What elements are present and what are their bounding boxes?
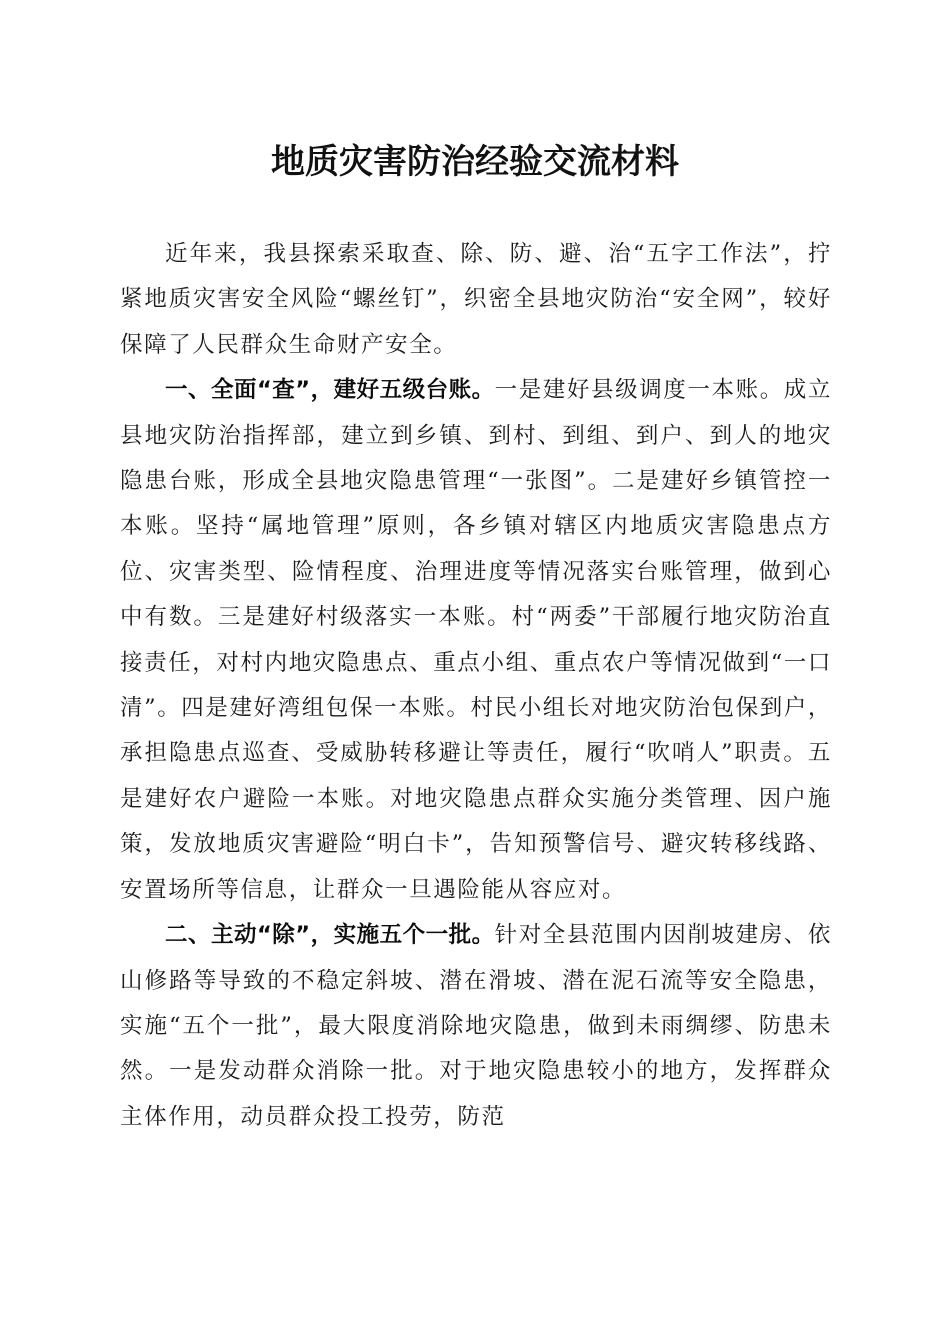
document-title: 地质灾害防治经验交流材料	[271, 142, 679, 182]
section-1-body: 一是建好县级调度一本账。成立县地灾防治指挥部，建立到乡镇、到村、到组、到户、到人的地灾隐患台账，形成全县地灾隐患管理“一张图”。二是建好乡镇管控一本账。坚持“属地管理”原则，各乡镇对辖区内地质灾害隐患点方位、灾害类型、险情程度、治理进度等情况落实台账管理，做到心中有数。三是建好村级落实一本账。村“两委”干部履行地灾防治直接责任，对村内地灾隐患点、重点小组、重点农户等情况做到“一口清”。四是建好湾组包保一本账。村民小组长对地灾防治包保到户，承担隐患点巡查、受威胁转移避让等责任，履行“吹哨人”职责。五是建好农户避险一本账。对地灾隐患点群众实施分类管理、因户施策，发放地质灾害避险“明白卡”，告知预警信号、避灾转移线路、安置场所等信息，让群众一旦遇险能从容应对。	[120, 377, 833, 903]
section-2-body: 针对全县范围内因削坡建房、依山修路等导致的不稳定斜坡、潜在滑坡、潜在泥石流等安全隐患，实施“五个一批”，最大限度消除地灾隐患，做到未雨绸缪、防患未然。一是发动群众消除一批。对于地灾隐患较小的地方，发挥群众主体作用，动员群众投工投劳，防范	[120, 922, 833, 1130]
intro-paragraph: 近年来，我县探索采取查、除、防、避、治“五字工作法”，拧紧地质灾害安全风险“螺丝钉”，织密全县地灾防治“安全网”，较好保障了人民群众生命财产安全。	[120, 241, 832, 358]
section-1-heading: 一、全面“查”，建好五级台账。	[165, 377, 495, 404]
document-body	[120, 232, 832, 1140]
section-2-heading: 二、主动“除”，实施五个一批。	[165, 922, 495, 949]
section-2-paragraph	[120, 913, 832, 1140]
section-1-paragraph	[120, 368, 832, 913]
